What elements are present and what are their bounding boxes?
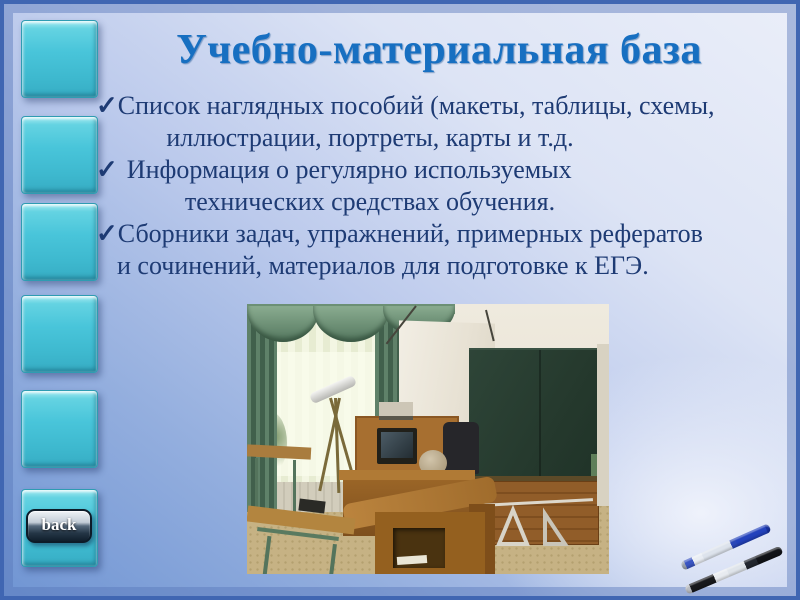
photo-desk-leg: [293, 460, 296, 518]
bullet-text: технических средствах обучения.: [184, 187, 556, 216]
nav-square-button-3[interactable]: [21, 203, 98, 281]
bullet-text: иллюстрации, портреты, карты и т.д.: [166, 123, 574, 152]
bullet-line-6: [96, 250, 756, 282]
bullet-line-3: [96, 154, 756, 186]
photo-monitor-screen: [381, 432, 413, 458]
bullet-text: Сборники задач, упражнений, примерных рефератов: [117, 219, 703, 248]
bullet-line-1: [96, 90, 756, 122]
bullet-text: Информация о регулярно используемых: [126, 155, 572, 184]
back-button[interactable]: back: [26, 509, 92, 543]
bullet-line-2: [96, 122, 644, 154]
photo-monitor: [377, 428, 417, 464]
checkmark-icon: ✓: [96, 155, 118, 184]
photo-chalkboard: [469, 348, 609, 478]
bullet-text: Список наглядных пособий (макеты, таблицы, схемы,: [117, 91, 715, 120]
bullet-line-5: [96, 218, 756, 250]
classroom-photo: [247, 304, 609, 574]
bullet-list: [96, 90, 756, 282]
photo-chalkboard-seam: [539, 350, 541, 478]
pens-image: [672, 512, 800, 592]
nav-square-button-5[interactable]: [21, 390, 98, 468]
photo-office-chair: [443, 422, 479, 474]
slide-title: Учебно-материальная база: [176, 27, 702, 73]
checkmark-icon: ✓: [96, 91, 118, 120]
nav-square-button-2[interactable]: [21, 116, 98, 194]
bullet-text: и сочинений, материалов для подготовке к ЕГЭ.: [117, 251, 649, 280]
nav-square-button-4[interactable]: [21, 295, 98, 373]
checkmark-icon: ✓: [96, 219, 118, 248]
photo-triangle-rulers: [483, 504, 573, 548]
photo-right-object: [591, 454, 597, 476]
nav-square-button-1[interactable]: [21, 20, 98, 98]
photo-right-wall: [597, 344, 609, 506]
bullet-line-4: [96, 186, 644, 218]
photo-printer: [379, 402, 413, 420]
photo-desk-top: [339, 470, 475, 480]
